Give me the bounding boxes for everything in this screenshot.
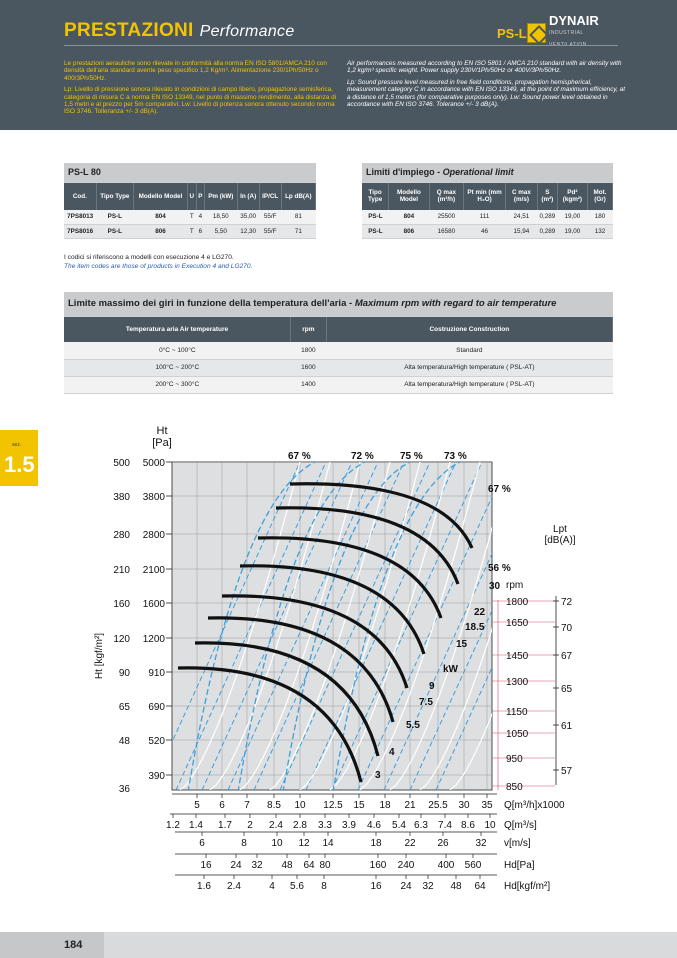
x-tick-label: 22 bbox=[404, 838, 416, 849]
kw-label: 9 bbox=[429, 681, 435, 692]
table-cell: T bbox=[187, 210, 196, 224]
y-tick-label-kgf: 160 bbox=[113, 599, 130, 610]
table-cell: 71 bbox=[281, 224, 315, 238]
model-code: PS-L bbox=[497, 26, 527, 41]
x-tick-label: 1.6 bbox=[197, 881, 211, 892]
x-tick-label: 8 bbox=[321, 881, 327, 892]
table-cell: 19,00 bbox=[557, 224, 587, 238]
table-row bbox=[64, 376, 613, 393]
section-label: sez. bbox=[12, 442, 22, 448]
rpm-tick-label: 1800 bbox=[506, 597, 529, 608]
header-divider bbox=[64, 45, 618, 46]
x-tick-label: 15 bbox=[353, 800, 365, 811]
table1-header: U bbox=[187, 182, 196, 210]
x-tick-label: 160 bbox=[369, 860, 387, 871]
brand-tagline: INDUSTRIAL bbox=[548, 30, 584, 36]
y-tick-label-pa: 5000 bbox=[142, 458, 165, 469]
x-tick-label: 4 bbox=[269, 881, 275, 892]
x-tick-label: 12 bbox=[298, 838, 310, 849]
brand-logo bbox=[527, 13, 619, 44]
kw-unit-label: kW bbox=[443, 664, 458, 675]
table-cell: 5,50 bbox=[205, 224, 238, 238]
table1-header: Cod. bbox=[64, 182, 96, 210]
table-cell: 19,00 bbox=[557, 210, 587, 224]
lpt-tick-label: 65 bbox=[561, 684, 573, 695]
table1-header: Pm (kW) bbox=[205, 182, 238, 210]
y-tick-label-pa: 520 bbox=[148, 736, 165, 747]
page-number: 184 bbox=[64, 939, 83, 951]
x-scale-unit: Q[m³/s] bbox=[504, 820, 537, 831]
x-tick-label: 26 bbox=[437, 838, 449, 849]
lpt-tick-label: 70 bbox=[561, 623, 573, 634]
x-tick-label: 240 bbox=[397, 860, 415, 871]
x-tick-label: 8.6 bbox=[461, 820, 475, 831]
brand-name: DYNAIR bbox=[548, 13, 599, 28]
table-cell: 6 bbox=[196, 224, 204, 238]
y-tick-label-kgf: 280 bbox=[113, 530, 130, 541]
table-cell: 806 bbox=[389, 224, 429, 238]
table-cell: 18,50 bbox=[205, 210, 238, 224]
page-subtitle: Performance bbox=[199, 23, 295, 40]
x-tick-label: 5.4 bbox=[392, 820, 406, 831]
x-tick-label: 7.4 bbox=[438, 820, 452, 831]
notes-english: Air performances measured according to EN ISO 5801 / AMCA 210 standard with air density with 1,2 kg/m³ specific weight. Power supply 230V/1Ph/50Hz or 400V/3Ph/50Hz. Lp: Sound pressure level measured in free field conditions, propagation hemispherical, measurement category C in accordance with EN ISO 13349, at the point of maximum efficiency, at a distance of 1,5 meters (for comparative purposes only). Lw: Sound power level obtained in accordance with EN ISO 3746. Tolerance +/- 3 dB(A). bbox=[347, 60, 626, 109]
x-tick-label: 560 bbox=[464, 860, 482, 871]
table3-header: rpm bbox=[291, 316, 327, 342]
y-tick-label-kgf: 500 bbox=[113, 458, 130, 469]
performance-chart bbox=[0, 420, 677, 892]
y-tick-label-pa: 390 bbox=[148, 771, 165, 782]
y-tick-label-kgf: 120 bbox=[113, 634, 130, 645]
table-cell: PS-L bbox=[96, 210, 133, 224]
efficiency-label: 73 % bbox=[444, 451, 467, 462]
y-tick-label-kgf: 36 bbox=[118, 784, 130, 795]
table2-header: Pt min (mm H₂O) bbox=[464, 182, 506, 210]
efficiency-label: 75 % bbox=[400, 451, 423, 462]
table3-header: Costruzione Construction bbox=[326, 316, 612, 342]
table-cell: 111 bbox=[464, 210, 506, 224]
table-cell: 804 bbox=[389, 210, 429, 224]
table2-header: Q max (m³/h) bbox=[429, 182, 464, 210]
y-tick-label-pa: 2100 bbox=[142, 565, 165, 576]
x-tick-label: 16 bbox=[370, 881, 382, 892]
table-cell: 0°C ~ 100°C bbox=[64, 342, 291, 359]
table-note-it: I codici si riferiscono a modelli con esecuzione 4 e LG270. bbox=[64, 254, 234, 261]
x-tick-label: 3.9 bbox=[342, 820, 356, 831]
table-row bbox=[64, 359, 613, 376]
models-table bbox=[64, 163, 316, 239]
table1-header: IP/CL bbox=[259, 182, 281, 210]
x-tick-label: 8.5 bbox=[267, 800, 281, 811]
kw-label: 7.5 bbox=[419, 697, 433, 708]
page-number-box bbox=[0, 932, 104, 958]
table-cell: 100°C ~ 200°C bbox=[64, 359, 291, 376]
efficiency-label: 56 % bbox=[488, 563, 511, 574]
x-tick-label: 8 bbox=[241, 838, 247, 849]
x-tick-label: 25.5 bbox=[428, 800, 448, 811]
table-cell: 200°C ~ 300°C bbox=[64, 376, 291, 393]
y-axis-title-pa: Ht [Pa] bbox=[152, 425, 172, 450]
x-tick-label: 2.8 bbox=[293, 820, 307, 831]
x-tick-label: 32 bbox=[251, 860, 263, 871]
table-cell: 55/F bbox=[259, 210, 281, 224]
x-tick-label: 4.6 bbox=[367, 820, 381, 831]
x-tick-label: 2 bbox=[247, 820, 253, 831]
rpm-tick-label: 1050 bbox=[506, 729, 529, 740]
kw-label: 18.5 bbox=[465, 622, 485, 633]
kw-label: 22 bbox=[474, 607, 486, 618]
x-tick-label: 35 bbox=[481, 800, 493, 811]
table-cell: 0,289 bbox=[537, 210, 557, 224]
table-cell: 46 bbox=[464, 224, 506, 238]
logo-icon bbox=[527, 23, 546, 43]
table-cell: Alta temperatura/High temperature ( PSL-AT) bbox=[326, 359, 612, 376]
rpm-tick-label: 1150 bbox=[506, 707, 528, 718]
table1-header: P bbox=[196, 182, 204, 210]
table-cell: Alta temperatura/High temperature ( PSL-AT) bbox=[326, 376, 612, 393]
temperature-table bbox=[64, 292, 613, 394]
x-tick-label: 5 bbox=[194, 800, 200, 811]
x-tick-label: 21 bbox=[404, 800, 416, 811]
rpm-tick-label: 850 bbox=[506, 782, 523, 793]
table-cell: 180 bbox=[588, 210, 613, 224]
y-tick-label-kgf: 65 bbox=[118, 702, 130, 713]
x-tick-label: 18 bbox=[379, 800, 391, 811]
rpm-axis-title: rpm bbox=[506, 580, 524, 591]
table2-header: Modello Model bbox=[389, 182, 429, 210]
kw-label: 5.5 bbox=[406, 720, 420, 731]
x-tick-label: 2.4 bbox=[227, 881, 241, 892]
table-cell: 35,00 bbox=[237, 210, 259, 224]
x-tick-label: 32 bbox=[475, 838, 487, 849]
table-cell: 0,289 bbox=[537, 224, 557, 238]
y-tick-label-kgf: 90 bbox=[118, 668, 130, 679]
lpt-tick-label: 57 bbox=[561, 766, 573, 777]
limits-table-caption: Limiti d'impiego - Operational limit bbox=[362, 163, 613, 182]
rpm-tick-label: 1450 bbox=[506, 651, 529, 662]
y-tick-label-pa: 910 bbox=[148, 668, 165, 679]
table-cell: 24,51 bbox=[505, 210, 537, 224]
table-cell: 16580 bbox=[429, 224, 464, 238]
table-cell: 1400 bbox=[291, 376, 327, 393]
efficiency-label: 67 % bbox=[488, 484, 511, 495]
table-cell: 1600 bbox=[291, 359, 327, 376]
x-tick-label: 30 bbox=[458, 800, 470, 811]
y-tick-label-kgf: 210 bbox=[113, 565, 130, 576]
x-scale-unit: Hd[Pa] bbox=[504, 860, 535, 871]
limits-table bbox=[362, 163, 613, 239]
x-tick-label: 7 bbox=[244, 800, 250, 811]
table-cell: 132 bbox=[588, 224, 613, 238]
lpt-axis-title: Lpt [dB(A)] bbox=[544, 524, 576, 546]
table2-header: S (m²) bbox=[537, 182, 557, 210]
x-tick-label: 400 bbox=[437, 860, 455, 871]
table-note-en: The item codes are those of products in Execution 4 and LG270. bbox=[64, 263, 253, 270]
table-cell: T bbox=[187, 224, 196, 238]
y-tick-label-pa: 1600 bbox=[142, 599, 165, 610]
table-cell: PS-L bbox=[362, 210, 389, 224]
x-tick-label: 3.3 bbox=[318, 820, 332, 831]
table-cell: 7PS8016 bbox=[64, 224, 96, 238]
x-scale-unit: Q[m³/h]x1000 bbox=[504, 800, 565, 811]
y-tick-label-pa: 2800 bbox=[142, 530, 165, 541]
x-scale-unit: Hd[kgf/m²] bbox=[504, 881, 551, 892]
models-table-caption: PS-L 80 bbox=[64, 163, 316, 182]
x-tick-label: 10 bbox=[271, 838, 283, 849]
table-note bbox=[64, 253, 252, 271]
y-tick-label-kgf: 48 bbox=[118, 736, 130, 747]
y-tick-label-pa: 1200 bbox=[142, 634, 165, 645]
x-tick-label: 6.3 bbox=[414, 820, 428, 831]
table-cell: 806 bbox=[133, 224, 187, 238]
y-tick-label-pa: 690 bbox=[148, 702, 165, 713]
x-tick-label: 64 bbox=[303, 860, 315, 871]
x-tick-label: 6 bbox=[199, 838, 205, 849]
table-cell: Standard bbox=[326, 342, 612, 359]
table3-header: Temperatura aria Air temperature bbox=[64, 316, 291, 342]
section-number: 1.5 bbox=[4, 452, 35, 477]
x-tick-label: 12.5 bbox=[323, 800, 343, 811]
y-tick-label-pa: 3800 bbox=[142, 492, 165, 503]
table-cell: 25500 bbox=[429, 210, 464, 224]
table-cell: 15,94 bbox=[505, 224, 537, 238]
table-cell: 55/F bbox=[259, 224, 281, 238]
table1-header: Tipo Type bbox=[96, 182, 133, 210]
notes-italian: Le prestazioni aerauliche sono rilevate in conformità alla norma EN ISO 5801/AMCA 210 con densità dell'aria standard avente peso specifico 1,2 Kg/m³. Alimentazione 230/1Ph/50Hz o 400/3Ph/50Hz. Lp: Livello di pressione sonora rilevato in condizioni di campo libero, propagazione semisferica, categoria di misura C a norma EN ISO 13349, nel punto di massimo rendimento, alla distanza di 1,5 metri e al prezzo per 5m comparativi. Lw: Livello di potenza sonora ottenuto secondo norma ISO 3746. Tolleranza +/- 3 dB(A). bbox=[64, 60, 337, 116]
x-tick-label: 48 bbox=[450, 881, 462, 892]
table-cell: PS-L bbox=[96, 224, 133, 238]
table-row bbox=[362, 210, 613, 224]
x-tick-label: 2.4 bbox=[269, 820, 283, 831]
x-tick-label: 24 bbox=[230, 860, 242, 871]
kw-label: 30 bbox=[489, 581, 501, 592]
table-cell: PS-L bbox=[362, 224, 389, 238]
lpt-tick-label: 67 bbox=[561, 651, 573, 662]
rpm-tick-label: 1650 bbox=[506, 618, 529, 629]
y-axis-title-kgf: Ht [kgf/m²] bbox=[94, 632, 105, 680]
table1-header: Modello Model bbox=[133, 182, 187, 210]
lpt-tick-label: 72 bbox=[561, 597, 573, 608]
x-tick-label: 16 bbox=[200, 860, 212, 871]
rpm-tick-label: 950 bbox=[506, 754, 523, 765]
table2-header: C max (m/s) bbox=[505, 182, 537, 210]
x-tick-label: 80 bbox=[319, 860, 331, 871]
table-row bbox=[64, 224, 316, 238]
table2-header: Pd² (kgm²) bbox=[557, 182, 587, 210]
x-tick-label: 1.4 bbox=[189, 820, 203, 831]
table-row bbox=[64, 342, 613, 359]
table-cell: 81 bbox=[281, 210, 315, 224]
table1-header: Lp dB(A) bbox=[281, 182, 315, 210]
x-scale-unit: v[m/s] bbox=[504, 838, 531, 849]
kw-label: 3 bbox=[375, 770, 381, 781]
x-tick-label: 64 bbox=[474, 881, 486, 892]
kw-label: 4 bbox=[389, 747, 395, 758]
table-row bbox=[64, 210, 316, 224]
x-tick-label: 6 bbox=[219, 800, 225, 811]
table-cell: 1800 bbox=[291, 342, 327, 359]
x-tick-label: 14 bbox=[322, 838, 334, 849]
x-tick-label: 10 bbox=[484, 820, 496, 831]
page-title: PRESTAZIONI Performance bbox=[64, 20, 295, 41]
efficiency-label: 67 % bbox=[288, 451, 311, 462]
x-tick-label: 48 bbox=[281, 860, 293, 871]
table-row bbox=[362, 224, 613, 238]
table1-header: In (A) bbox=[237, 182, 259, 210]
x-tick-label: 10 bbox=[294, 800, 306, 811]
table2-header: Mot. (Gr) bbox=[588, 182, 613, 210]
x-tick-label: 18 bbox=[370, 838, 382, 849]
page-header bbox=[0, 0, 677, 130]
x-tick-label: 1.7 bbox=[218, 820, 232, 831]
table-cell: 4 bbox=[196, 210, 204, 224]
table-cell: 804 bbox=[133, 210, 187, 224]
x-tick-label: 32 bbox=[422, 881, 434, 892]
x-tick-label: 5.6 bbox=[290, 881, 304, 892]
y-tick-label-kgf: 380 bbox=[113, 492, 130, 503]
table-cell: 7PS8013 bbox=[64, 210, 96, 224]
table2-header: Tipo Type bbox=[362, 182, 389, 210]
kw-label: 15 bbox=[456, 639, 468, 650]
efficiency-label: 72 % bbox=[351, 451, 374, 462]
rpm-tick-label: 1300 bbox=[506, 677, 529, 688]
temperature-table-caption: Limite massimo dei giri in funzione della temperatura dell'aria - Maximum rpm with regard to air temperature bbox=[64, 292, 613, 316]
table-cell: 12,30 bbox=[237, 224, 259, 238]
x-tick-label: 1.2 bbox=[166, 820, 180, 831]
x-tick-label: 24 bbox=[400, 881, 412, 892]
lpt-tick-label: 61 bbox=[561, 721, 573, 732]
